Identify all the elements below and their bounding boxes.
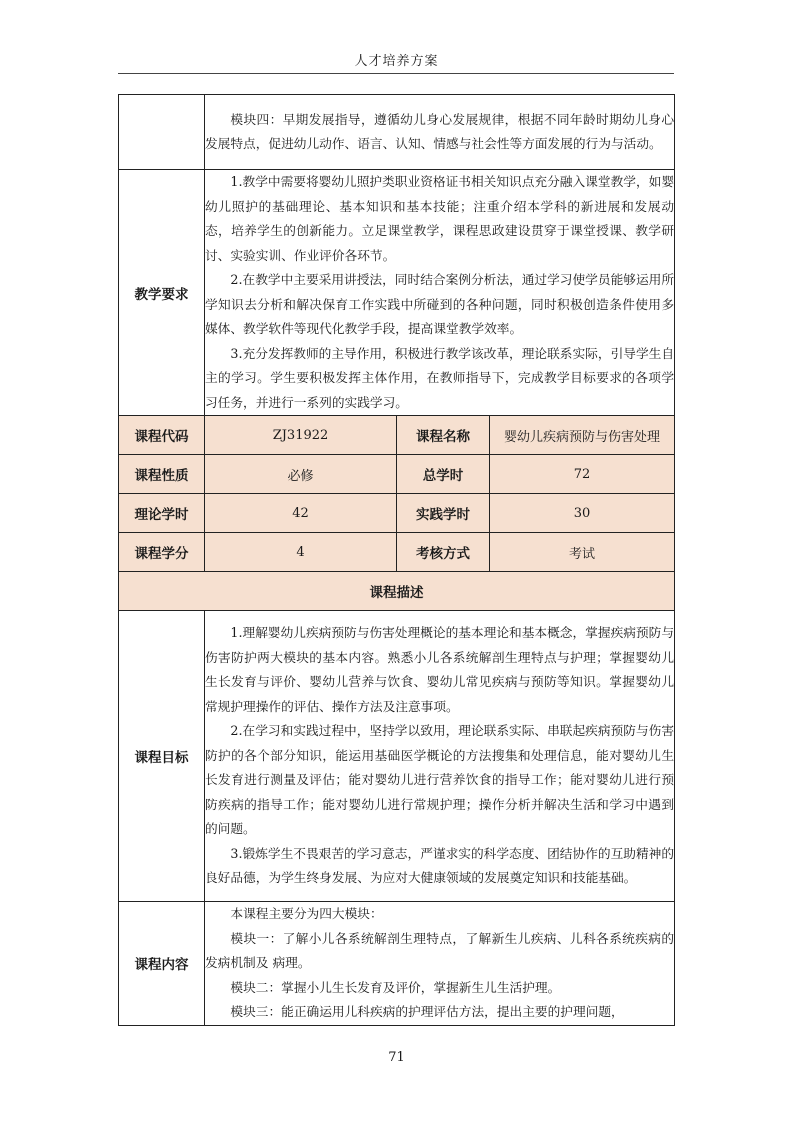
header-rule	[118, 73, 674, 74]
total-hours-label: 总学时	[397, 455, 490, 494]
intro-text-cell	[205, 95, 675, 170]
intro-paragraph: 模块四：早期发展指导，遵循幼儿身心发展规律，根据不同年龄时期幼儿身心发展特点，促进幼儿动作、语言、认知、情感与社会性等方面发展的行为与活动。	[205, 111, 675, 151]
course-code-label: 课程代码	[119, 416, 205, 455]
course-objectives-text	[205, 611, 675, 902]
course-name-value: 婴幼儿疾病预防与伤害处理	[490, 416, 675, 455]
page-header: 人才培养方案	[354, 54, 439, 69]
teaching-requirement-1: 1.教学中需要将婴幼儿照护类职业资格证书相关知识点充分融入课堂教学，如婴幼儿照护的基础理论、基本知识和基本技能；注重介绍本学科的新进展和发展动态，培养学生的创新能力。立足课堂教学，课程思政建设贯穿于课堂授课、教学研讨、实验实训、作业评价各环节。	[205, 174, 675, 263]
theory-hours-value: 42	[205, 494, 397, 533]
course-nature-label: 课程性质	[119, 455, 205, 494]
course-credit-label: 课程学分	[119, 533, 205, 572]
course-objective-3: 3.锻炼学生不畏艰苦的学习意志，严谨求实的科学态度、团结协作的互助精神的良好品德，为学生终身发展、为应对大健康领域的发展奠定知识和技能基础。	[205, 845, 675, 886]
teaching-requirement-3: 3.充分发挥教师的主导作用，积极进行教学该改革，理论联系实际，引导学生自主的学习。学生要积极发挥主体作用，在教师指导下，完成教学目标要求的各项学习任务，并进行一系列的实践学习。	[205, 345, 675, 410]
course-content-module-2: 模块二：掌握小儿生长发育及评价，掌握新生儿生活护理。	[230, 979, 561, 995]
course-name-label: 课程名称	[397, 416, 490, 455]
teaching-requirement-2: 2.在教学中主要采用讲授法，同时结合案例分析法，通过学习使学员能够运用所学知识去分析和解决保育工作实践中所碰到的各种问题，同时积极创造条件使用多媒体、教学软件等现代化教学手段，提高课堂教学效率。	[205, 272, 675, 336]
course-content-module-3: 模块三：能正确运用儿科疾病的护理评估方法，提出主要的护理问题，	[230, 1004, 624, 1019]
course-content-intro: 本课程主要分为四大模块：	[230, 906, 383, 921]
course-description-row	[119, 572, 675, 611]
course-objectives-label: 课程目标	[119, 611, 205, 902]
teaching-requirements-text	[205, 170, 675, 416]
course-content-label: 课程内容	[119, 902, 205, 1026]
teaching-requirements-label: 教学要求	[119, 170, 205, 416]
intro-row	[119, 95, 675, 170]
assessment-method-value: 考试	[490, 533, 675, 572]
theory-hours-row	[119, 494, 675, 533]
course-nature-value: 必修	[205, 455, 397, 494]
course-nature-row	[119, 455, 675, 494]
course-credit-value: 4	[205, 533, 397, 572]
course-description-heading: 课程描述	[119, 572, 675, 611]
course-content-row	[119, 902, 675, 1026]
course-code-row	[119, 416, 675, 455]
teaching-requirements-row	[119, 170, 675, 416]
practice-hours-label: 实践学时	[397, 494, 490, 533]
course-table	[118, 94, 675, 1026]
intro-label-cell	[119, 95, 205, 170]
course-content-module-1: 模块一：了解小儿各系统解剖生理特点，了解新生儿疾病、儿科各系统疾病的发病机制及 病理。	[205, 930, 675, 970]
course-code-value: ZJ31922	[205, 416, 397, 455]
theory-hours-label: 理论学时	[119, 494, 205, 533]
page-number: 71	[388, 1050, 405, 1065]
course-objective-1: 1.理解婴幼儿疾病预防与伤害处理概论的基本理论和基本概念，掌握疾病预防与伤害防护两大模块的基本内容。熟悉小儿各系统解剖生理特点与护理；掌握婴幼儿生长发育与评价、婴幼儿营养与饮食、婴幼儿常见疾病与预防等知识。掌握婴幼儿常规护理操作的评估、操作方法及注意事项。	[205, 625, 675, 714]
course-objectives-row	[119, 611, 675, 902]
assessment-method-label: 考核方式	[397, 533, 490, 572]
practice-hours-value: 30	[490, 494, 675, 533]
course-credit-row	[119, 533, 675, 572]
total-hours-value: 72	[490, 455, 675, 494]
course-objective-2: 2.在学习和实践过程中，坚持学以致用，理论联系实际、串联起疾病预防与伤害防护的各个部分知识，能运用基础医学概论的方法搜集和处理信息，能对婴幼儿生长发育进行测量及评估；能对婴幼儿进行营养饮食的指导工作；能对婴幼儿进行预防疾病的指导工作；能对婴幼儿进行常规护理；操作分析并解决生活和学习中遇到的问题。	[205, 723, 675, 837]
course-content-text	[205, 902, 675, 1026]
